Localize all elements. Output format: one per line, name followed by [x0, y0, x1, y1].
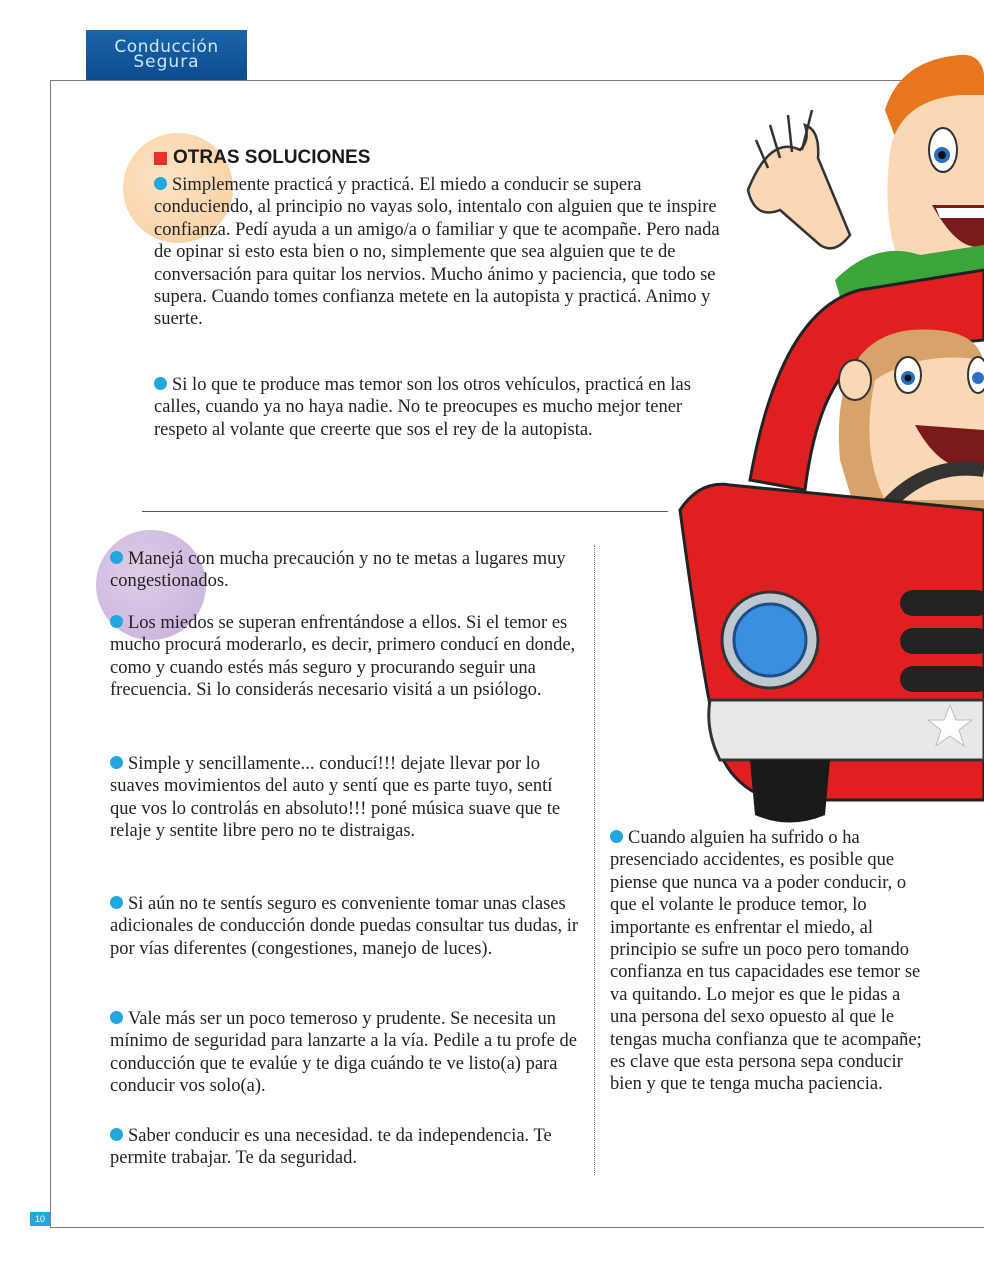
bullet-dot-icon: [154, 177, 167, 190]
bullet-dot-icon: [154, 377, 167, 390]
left-paragraph-2: Los miedos se superan enfrentándose a ellos. Si el temor es mucho procurá moderarlo, es decir, primero conducí en donde, como y cuando estés más seguro y procurando seguir una frecuencia. Si lo considerás necesario visitá a un psiólogo.: [110, 613, 576, 701]
heading-square-icon: [154, 152, 167, 165]
left-paragraph-6: Saber conducir es una necesidad. te da independencia. Te permite trabajar. Te da seguridad.: [110, 1126, 552, 1169]
top-paragraph-2: Si lo que te produce mas temor son los otros vehículos, practicá en las calles, cuando ya no haya nadie. No te preocupes es mucho mejor tener respeto al volante que creerte que sos el rey de la autopista.: [154, 375, 691, 440]
waving-hand: [748, 125, 850, 248]
bullet-dot-icon: [610, 830, 623, 843]
left-paragraph-1: Manejá con mucha precaución y no te metas a lugares muy congestionados.: [110, 549, 566, 592]
bullet-dot-icon: [110, 896, 123, 909]
left-paragraph-3: Simple y sencillamente... conducí!!! dejate llevar por lo suaves movimientos del auto y sentí que es parte tuyo, sentí que vos lo controlás en absoluto!!! poné música suave que te relaje y sentite libre pero no te distraigas.: [110, 754, 561, 842]
top-paragraph-1: Simplemente practicá y practicá. El miedo a conducir se supera conduciendo, al principio no vayas solo, intentalo con alguien que te inspire confianza. Pedí ayuda a un amigo/a o familiar y que te acompañe. Pero nada de opinar si esto esta bien o no, simplemente que sea alguien que te de conversación para quitar los nervios. Mucho ánimo y paciencia, que todo se supera. Cuando tomes confianza metete en la autopista y practicá. Animo y suerte.: [154, 175, 720, 330]
magazine-logo: [86, 30, 247, 81]
bullet-dot-icon: [110, 551, 123, 564]
right-paragraph-1: Cuando alguien ha sufrido o ha presenciado accidentes, es posible que piense que nunca va a poder conducir, o que el volante le produce temor, lo importante es enfrentar el miedo, al principio se sufre un poco pero tomando confianza en tus capacidades ese temor se va quitando. Lo mejor es que le pidas a una persona del sexo opuesto al que le tengas mucha confianza que te acompañe; es clave que esta persona sepa conducir bien y que te tenga mucha paciencia.: [610, 828, 922, 1095]
frame-left-rule: [50, 80, 51, 1228]
section-heading: [154, 147, 370, 169]
bullet-dot-icon: [110, 1128, 123, 1141]
section-divider: [142, 511, 668, 512]
bullet-dot-icon: [110, 756, 123, 769]
column-divider-dotted: [594, 545, 595, 1175]
bullet-dot-icon: [110, 615, 123, 628]
left-paragraph-4: Si aún no te sentís seguro es conveniente tomar unas clases adicionales de conducción donde puedas consultar tus dudas, ir por vías diferentes (congestiones, manejo de luces).: [110, 894, 579, 959]
driver-ear: [839, 360, 871, 400]
logo-line-2: Segura: [133, 52, 200, 72]
car-tire: [750, 760, 830, 823]
car-grille-bar: [900, 590, 984, 616]
section-title: OTRAS SOLUCIONES: [173, 147, 371, 168]
frame-bottom-rule: [50, 1227, 984, 1228]
bullet-dot-icon: [110, 1011, 123, 1024]
left-paragraph-5: Vale más ser un poco temeroso y prudente. Se necesita un mínimo de seguridad para lanzarte a la vía. Pedile a tu profe de conducción que te evalúe y te diga cuándo te ve listo(a) para conducir vos solo(a).: [110, 1009, 577, 1097]
logo-line-1: Conducción: [114, 37, 219, 57]
page-number: 10: [30, 1212, 50, 1226]
